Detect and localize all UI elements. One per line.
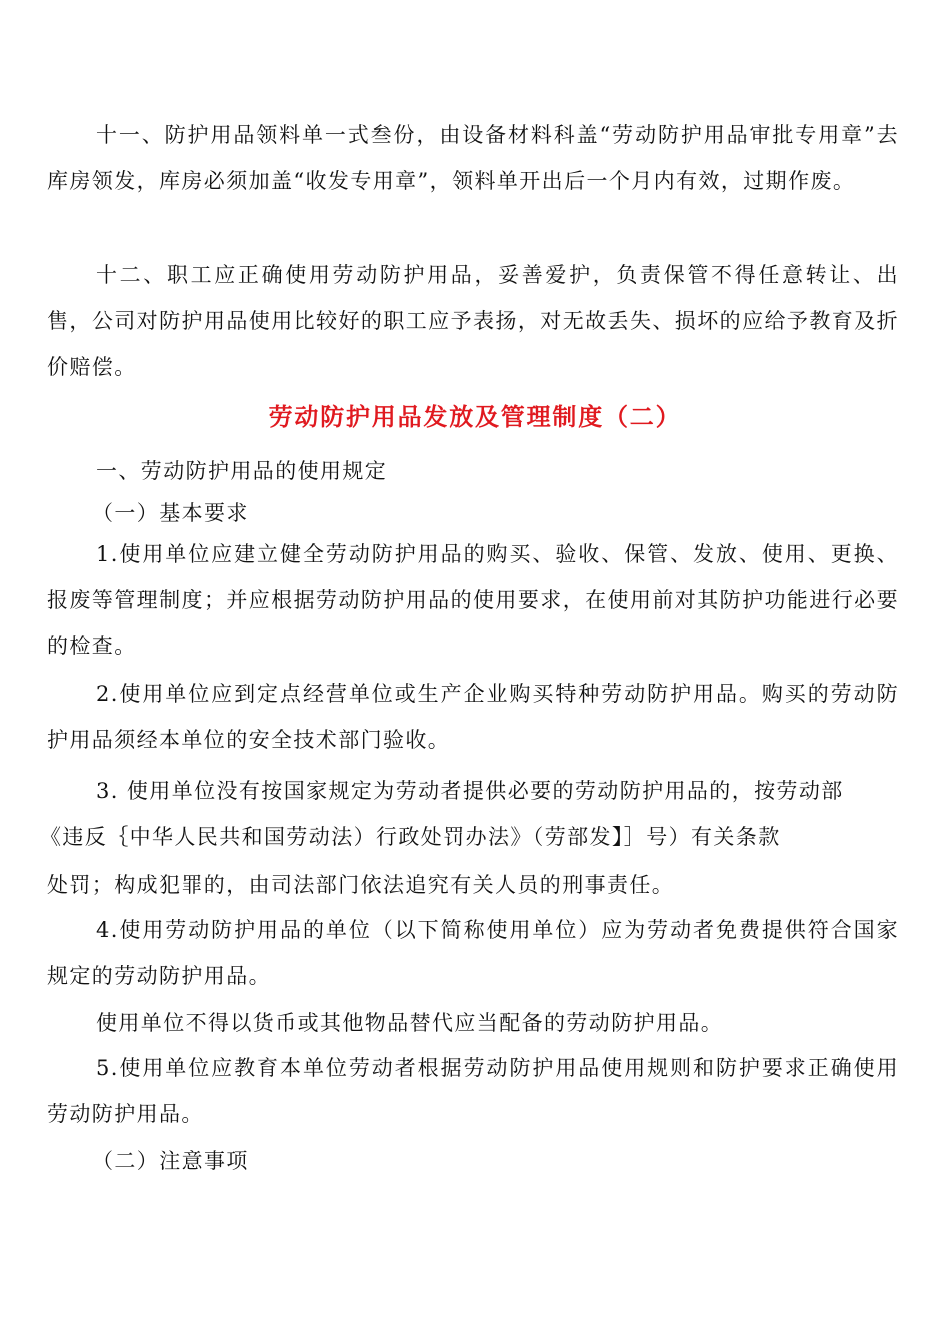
item-four: 4.使用劳动防护用品的单位（以下简称使用单位）应为劳动者免费提供符合国家规定的劳动防护用品。 xyxy=(47,918,899,988)
item-three-line-two: 《违反｛中华人民共和国劳动法）行政处罚办法》（劳部发】］号）有关条款 xyxy=(40,825,781,849)
item-three-line-one: 3. 使用单位没有按国家规定为劳动者提供必要的劳动防护用品的，按劳动部 xyxy=(96,779,844,803)
item-five: 5.使用单位应教育本单位劳动者根据劳动防护用品使用规则和防护要求正确使用劳动防护用品。 xyxy=(47,1056,899,1126)
item-three-line-three: 处罚；构成犯罪的，由司法部门依法追究有关人员的刑事责任。 xyxy=(47,873,675,897)
paragraph-twelve: 十二、职工应正确使用劳动防护用品，妥善爱护，负责保管不得任意转让、出售，公司对防护用品使用比较好的职工应予表扬，对无故丢失、损坏的应给予教育及折价赔偿。 xyxy=(47,263,899,379)
item-two: 2.使用单位应到定点经营单位或生产企业购买特种劳动防护用品。购买的劳动防护用品须经本单位的安全技术部门验收。 xyxy=(47,682,899,752)
subheading-precautions: （二）注意事项 xyxy=(92,1149,249,1173)
item-four-note: 使用单位不得以货币或其他物品替代应当配备的劳动防护用品。 xyxy=(96,1011,724,1035)
paragraph-eleven: 十一、防护用品领料单一式叁份，由设备材料科盖“劳动防护用品审批专用章”去库房领发，库房必须加盖“收发专用章”，领料单开出后一个月内有效，过期作废。 xyxy=(47,123,899,193)
subheading-basic-requirements: （一）基本要求 xyxy=(92,501,249,525)
item-one: 1.使用单位应建立健全劳动防护用品的购买、验收、保管、发放、使用、更换、报废等管理制度；并应根据劳动防护用品的使用要求，在使用前对其防护功能进行必要的检查。 xyxy=(47,542,899,658)
heading-usage-rules: 一、劳动防护用品的使用规定 xyxy=(96,459,388,483)
section-title: 劳动防护用品发放及管理制度（二） xyxy=(268,402,682,431)
